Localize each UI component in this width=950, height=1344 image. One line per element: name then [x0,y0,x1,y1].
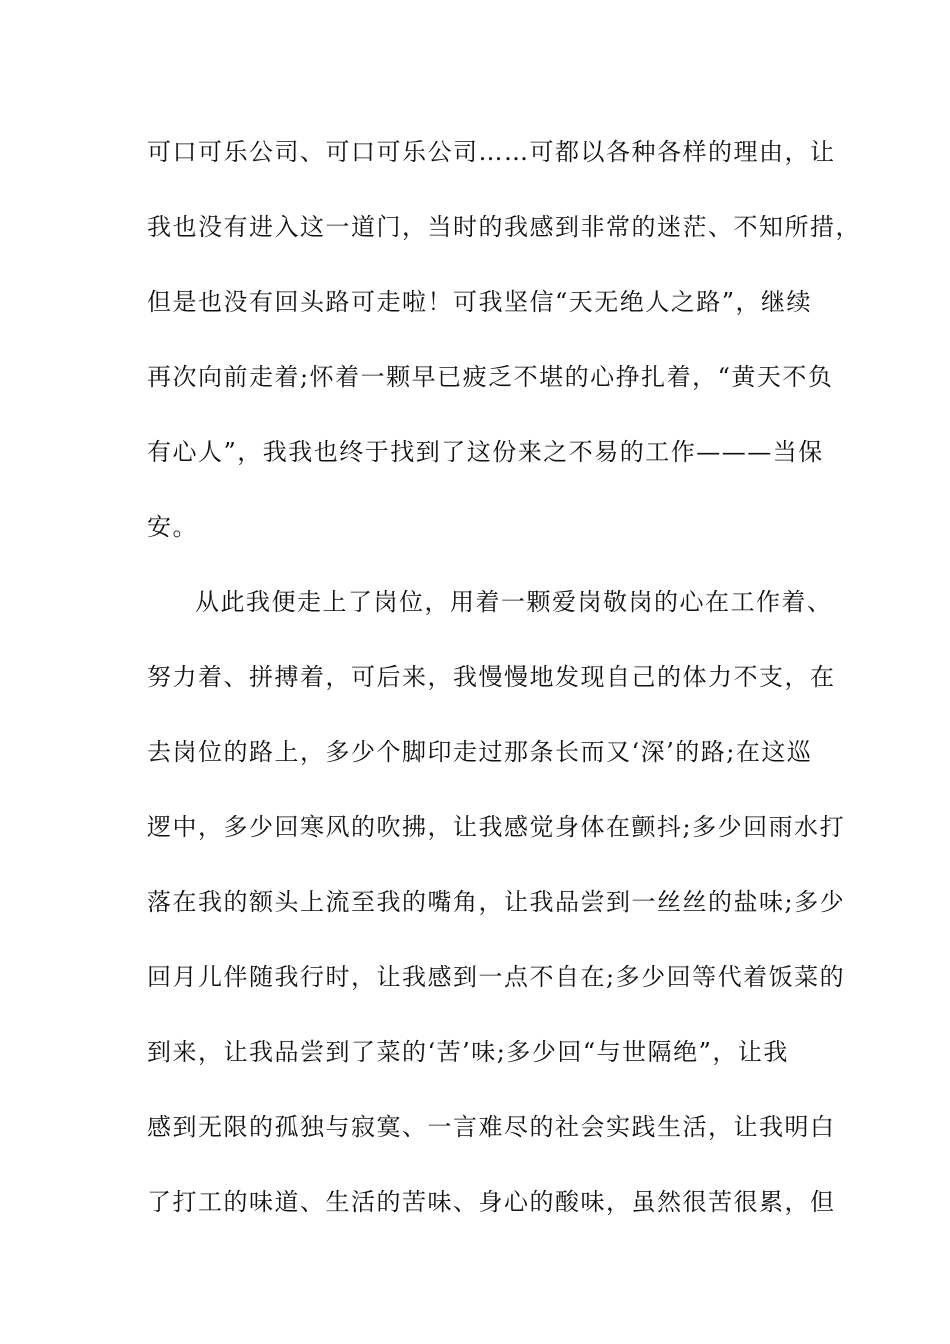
text-line: 再次向前走着;怀着一颗早已疲乏不堪的心挣扎着，“黄天不负 [147,363,834,391]
text-line: 有心人”，我我也终于找到了这份来之不易的工作———当保 [147,438,824,466]
text-line: 但是也没有回头路可走啦！可我坚信“天无绝人之路”，继续 [147,288,813,316]
text-line: 了打工的味道、生活的苦味、身心的酸味，虽然很苦很累，但 [147,1188,836,1216]
text-line: 去岗位的路上，多少个脚印走过那条长而又‘深’的路;在这巡 [147,738,813,766]
paragraph-1 [147,128,861,578]
text-line-indented: 从此我便走上了岗位，用着一颗爱岗敬岗的心在工作着、 [195,588,833,616]
paragraph-2 [147,578,846,1253]
text-line: 可口可乐公司、可口可乐公司……可都以各种各样的理由，让 [147,138,836,166]
text-line: 逻中，多少回寒风的吹拂，让我感觉身体在颤抖;多少回雨水打 [147,813,846,841]
text-line: 落在我的额头上流至我的嘴角，让我品尝到一丝丝的盐味;多少 [147,888,846,916]
text-line: 回月儿伴随我行时，让我感到一点不自在;多少回等代着饭菜的 [147,963,846,991]
text-line: 努力着、拼搏着，可后来，我慢慢地发现自己的体力不支，在 [147,663,836,691]
text-line: 我也没有进入这一道门，当时的我感到非常的迷茫、不知所措， [147,213,861,241]
text-line: 感到无限的孤独与寂寞、一言难尽的社会实践生活，让我明白 [147,1113,836,1141]
text-line: 到来，让我品尝到了菜的‘苦’味;多少回“与世隔绝”，让我 [147,1038,789,1066]
text-line: 安。 [147,513,198,541]
document-body [147,128,861,1253]
